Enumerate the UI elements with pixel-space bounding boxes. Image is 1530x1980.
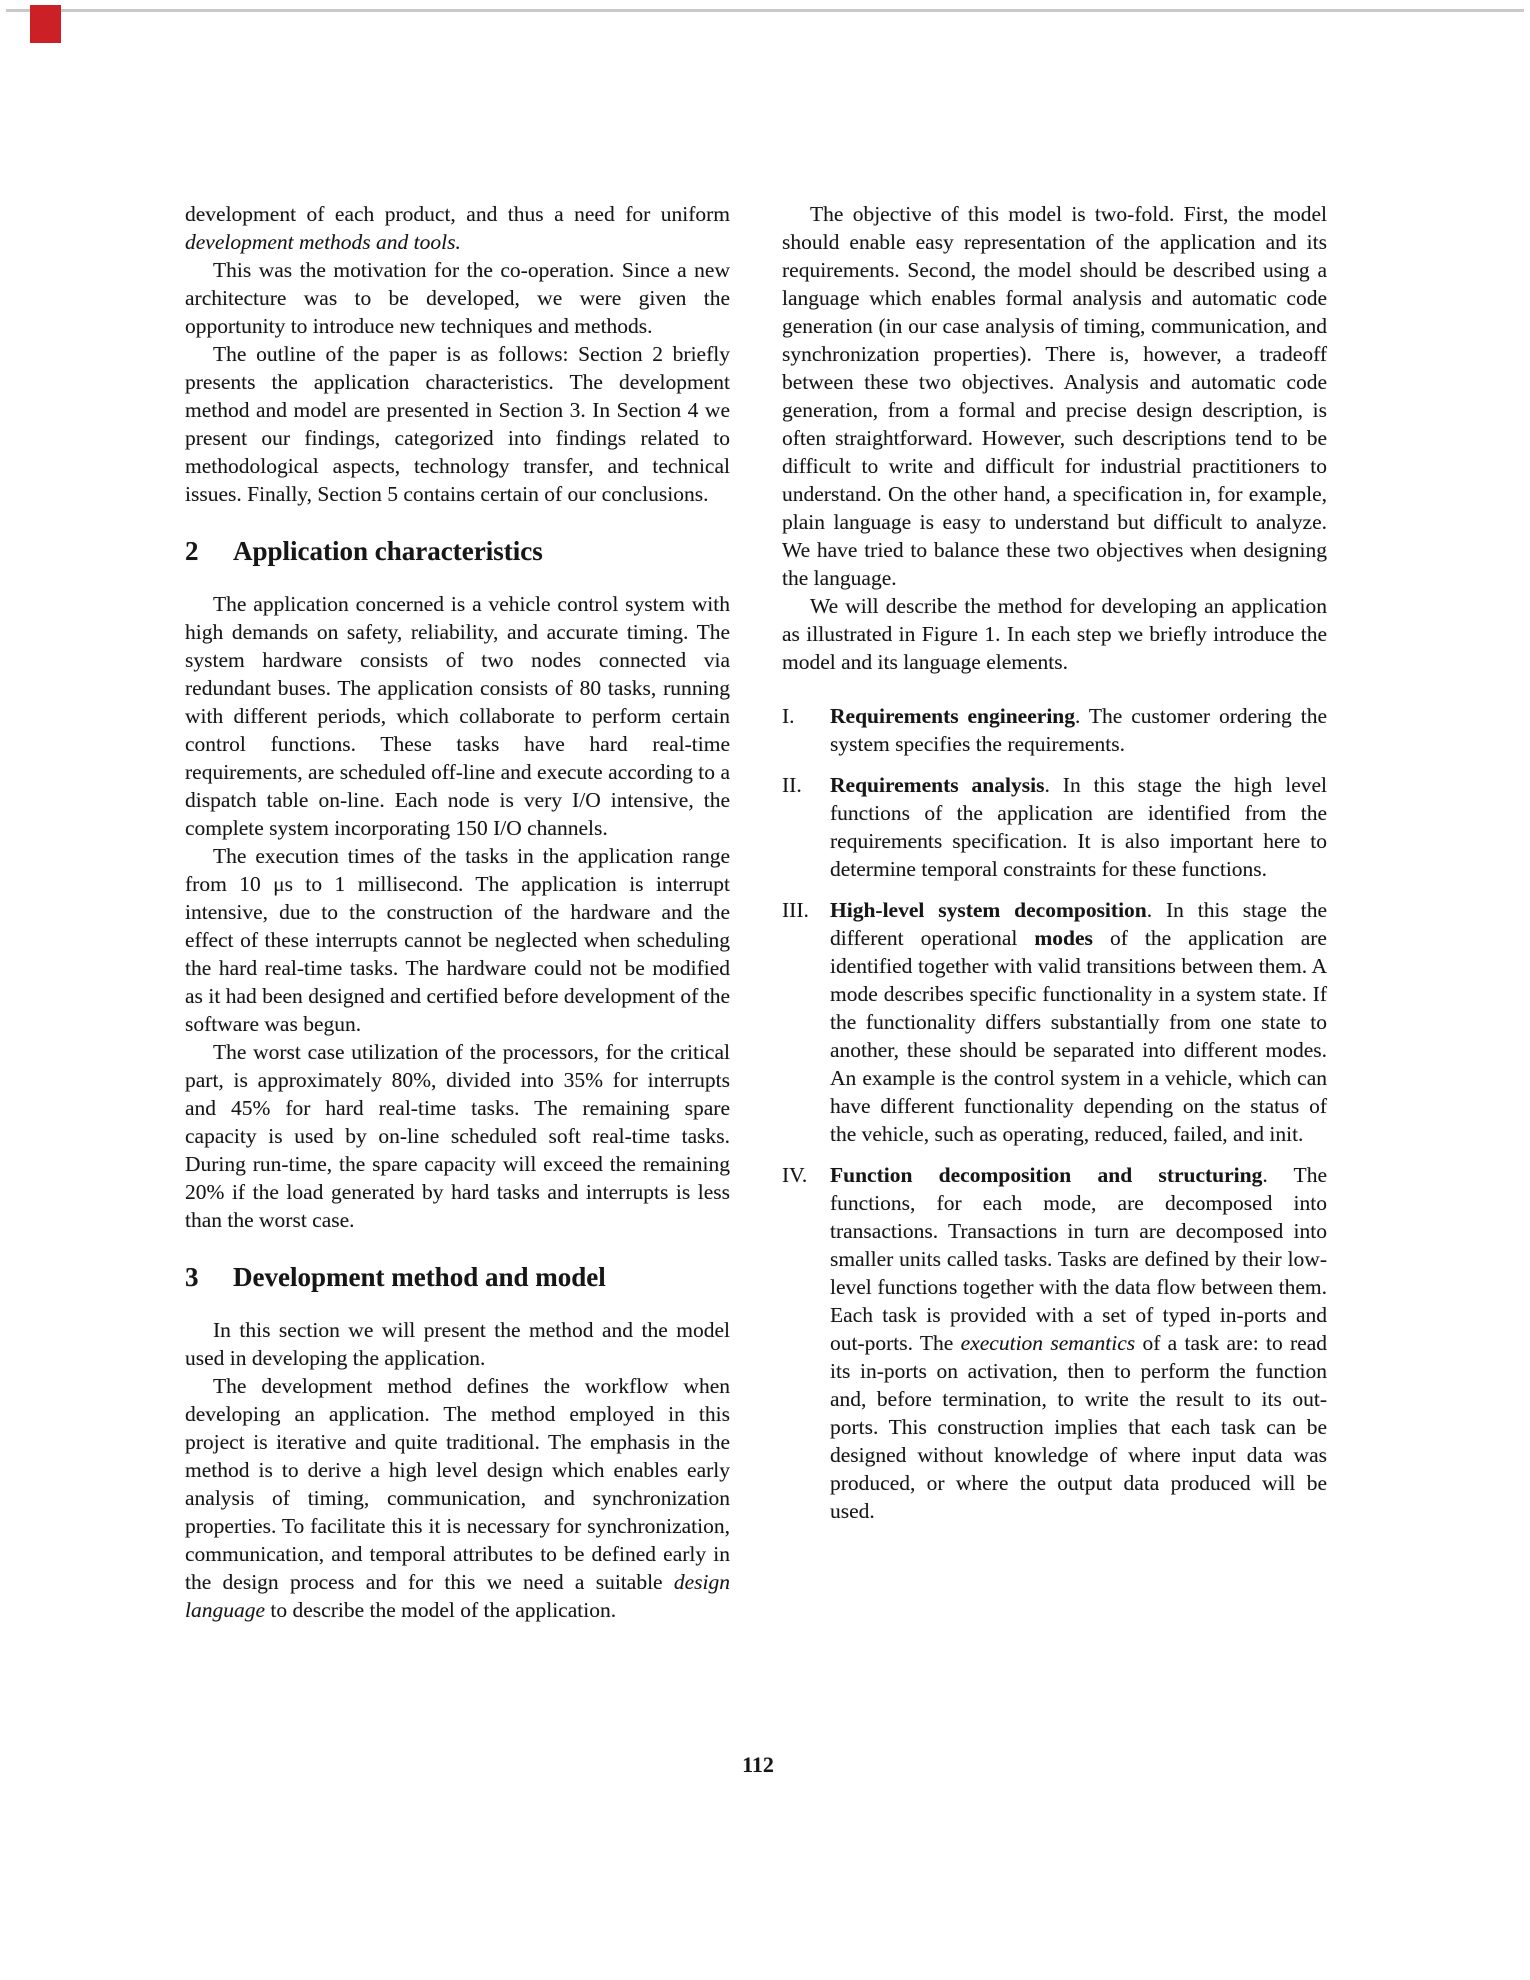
section-number: 3	[185, 1262, 199, 1292]
list-item	[782, 896, 1327, 1148]
roman-numeral: I.	[782, 704, 795, 728]
paragraph-text: to describe the model of the application.	[265, 1598, 617, 1622]
list-item-italic-phrase: execution semantics	[960, 1331, 1136, 1355]
list-item-term: High-level system decomposition	[830, 898, 1147, 922]
section-title: Application characteristics	[233, 536, 543, 566]
paragraph: The objective of this model is two-fold. First, the model should enable easy representation of the application and its requirements. Second, the model should be described using a language which enables formal analysis and automatic code generation (in our case analysis of timing, communication, and synchronization properties). There is, however, a tradeoff between these two objectives. Analysis and automatic code generation, from a formal and precise design description, is often straightforward. However, such descriptions tend to be difficult to write and difficult for industrial practitioners to understand. On the other hand, a specification in, for example, plain language is easy to understand but difficult to analyze. We have tried to balance these two objectives when designing the language.	[782, 202, 1327, 590]
red-scan-mark	[30, 5, 61, 43]
list-item-term: Function decomposition and structuring	[830, 1163, 1263, 1187]
list-item-term: Requirements engineering	[830, 704, 1075, 728]
list-item	[782, 1161, 1327, 1525]
left-column	[185, 200, 730, 1624]
list-item-body: of the application are identified together with valid transitions between them. A mode describes specific functionality in a system state. If the functionality differs substantially from one state to another, these should be separated into different modes. An example is the control system in a vehicle, which can have different functionality depending on the status of the vehicle, such as operating, reduced, failed, and init.	[830, 926, 1327, 1146]
roman-numeral: II.	[782, 773, 802, 797]
paragraph: The worst case utilization of the processors, for the critical part, is approximately 80%, divided into 35% for interrupts and 45% for hard real-time tasks. The remaining spare capacity is used by on-line scheduled soft real-time tasks. During run-time, the spare capacity will exceed the remaining 20% if the load generated by hard tasks and interrupts is less than the worst case.	[185, 1040, 730, 1232]
paragraph-text: development of each product, and thus a need for uniform	[185, 202, 730, 226]
list-item-bold-word: modes	[1034, 926, 1093, 950]
list-item-text	[830, 771, 1327, 883]
paragraph: We will describe the method for developing an application as illustrated in Figure 1. In each step we briefly introduce the model and its language elements.	[782, 594, 1327, 674]
section-heading-3	[185, 1261, 730, 1293]
list-item-term: Requirements analysis	[830, 773, 1045, 797]
paragraph: The application concerned is a vehicle control system with high demands on safety, reliability, and accurate timing. The system hardware consists of two nodes connected via redundant buses. The application consists of 80 tasks, running with different periods, which collaborate to perform certain control functions. These tasks have hard real-time requirements, are scheduled off-line and execute according to a dispatch table on-line. Each node is very I/O intensive, the complete system incorporating 150 I/O channels.	[185, 592, 730, 840]
paragraph: In this section we will present the method and the model used in developing the application.	[185, 1318, 730, 1370]
list-item-body: . In this stage the high level functions of the application are identified from the requirements specification. It is also important here to determine temporal constraints for these functions.	[830, 773, 1328, 881]
list-item-text	[830, 1161, 1327, 1525]
list-item-text	[830, 896, 1327, 1148]
paragraph: The outline of the paper is as follows: Section 2 briefly presents the application characteristics. The development method and model are presented in Section 3. In Section 4 we present our findings, categorized into findings related to methodological aspects, technology transfer, and technical issues. Finally, Section 5 contains certain of our conclusions.	[185, 342, 730, 506]
roman-numbered-list	[782, 702, 1327, 1525]
paragraph-text: The development method defines the workflow when developing an application. The method employed in this project is iterative and quite traditional. The emphasis in the method is to derive a high level design which enables early analysis of timing, communication, and synchronization properties. To facilitate this it is necessary for synchronization, communication, and temporal attributes to be defined early in the design process and for this we need a suitable	[185, 1374, 730, 1594]
paragraph	[185, 200, 730, 256]
paragraph: This was the motivation for the co-operation. Since a new architecture was to be developed, we were given the opportunity to introduce new techniques and methods.	[185, 258, 730, 338]
emphasized-text: development methods and tools.	[185, 230, 461, 254]
right-column	[782, 200, 1327, 1538]
roman-numeral: IV.	[782, 1163, 808, 1187]
section-title: Development method and model	[233, 1262, 606, 1292]
list-item	[782, 702, 1327, 758]
section-number: 2	[185, 536, 199, 566]
list-item-body: . The functions, for each mode, are decomposed into transactions. Transactions in turn are decomposed into smaller units called tasks. Tasks are defined by their low-level functions together with the data flow between them. Each task is provided with a set of typed in-ports and out-ports. The	[830, 1163, 1327, 1355]
paragraph: The execution times of the tasks in the application range from 10 μs to 1 millisecond. The application is interrupt intensive, due to the construction of the hardware and the effect of these interrupts cannot be neglected when scheduling the hard real-time tasks. The hardware could not be modified as it had been designed and certified before development of the software was begun.	[185, 844, 730, 1036]
page-number: 112	[742, 1752, 774, 1777]
list-item-body: . In this stage the different operational	[830, 898, 1327, 950]
paragraph	[185, 1372, 730, 1624]
section-heading-2	[185, 535, 730, 567]
list-item-text	[830, 702, 1327, 758]
scan-edge-line	[6, 9, 1524, 12]
list-item	[782, 771, 1327, 883]
list-item-body: . The customer ordering the system specifies the requirements.	[830, 704, 1327, 756]
list-item-body: of a task are: to read its in-ports on activation, then to perform the function and, before termination, to write the result to its out-ports. This construction implies that each task can be designed without knowledge of where input data was produced, or where the output data produced will be used.	[830, 1331, 1327, 1523]
roman-numeral: III.	[782, 898, 809, 922]
emphasized-text: design language	[185, 1570, 730, 1622]
